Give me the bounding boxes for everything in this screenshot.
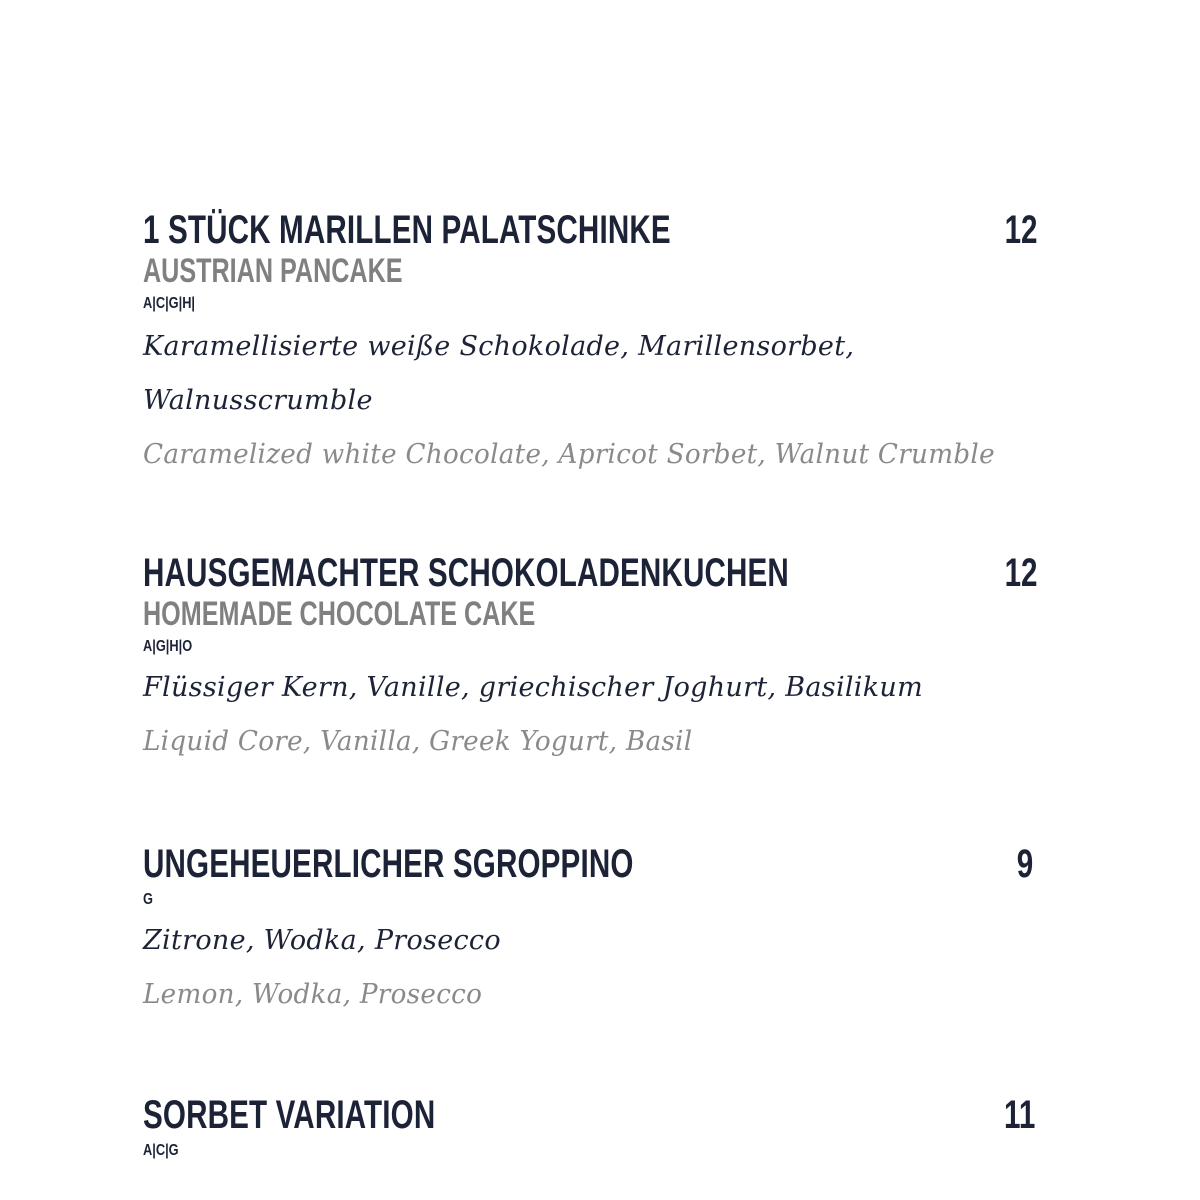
menu-item-subtitle-row [143,595,1043,633]
menu-item-header [143,551,1043,595]
menu-item-header [143,208,1043,252]
menu-item-description-en: Liquid Core, Vanilla, Greek Yogurt, Basil [143,726,693,757]
menu-item-price: 11 [1003,1093,1035,1137]
menu-item-allergens-row [143,290,1043,318]
menu-item-description-en-row [143,715,1043,769]
menu-item-subtitle: HOMEMADE CHOCOLATE CAKE [143,595,536,633]
menu-item-allergens: A|G|H|O [143,638,193,655]
menu-item-subtitle: AUSTRIAN PANCAKE [143,252,403,290]
menu-item-description-en: Caramelized white Chocolate, Apricot Sorbet, Walnut Crumble [143,439,995,470]
menu-item-sgroppino [143,842,1043,1022]
menu-item-allergens-row [143,633,1043,661]
menu-item-title: SORBET VARIATION [143,1093,436,1137]
menu-item-description-de: Zitrone, Wodka, Prosecco [143,925,501,956]
menu-item-sorbet-variation [143,1093,1043,1165]
menu-item-allergens: G [143,891,153,908]
menu-item-subtitle-row [143,252,1043,290]
menu-item-header [143,842,1043,886]
menu-item-title: UNGEHEUERLICHER SGROPPINO [143,842,634,886]
menu-item-price: 9 [1016,842,1033,886]
menu-item-price: 12 [1004,208,1037,252]
menu-item-price: 12 [1004,551,1037,595]
menu-item-allergens-row [143,886,1043,914]
menu-item-description-en: Lemon, Wodka, Prosecco [143,979,483,1010]
menu-item-description-de: Karamellisierte weiße Schokolade, Marillensorbet, Walnusscrumble [143,331,855,416]
menu-item-title: 1 STÜCK MARILLEN PALATSCHINKE [143,208,671,252]
menu-item-allergens: A|C|G|H| [143,295,196,312]
menu-item-description-de: Flüssiger Kern, Vanille, griechischer Joghurt, Basilikum [143,672,923,703]
menu-item-description-en-row [143,428,1043,482]
menu-item-palatschinke [143,208,1043,482]
menu-item-allergens-row [143,1137,1043,1165]
menu-item-title: HAUSGEMACHTER SCHOKOLADENKUCHEN [143,551,789,595]
menu-item-header [143,1093,1043,1137]
menu-item-allergens: A|C|G [143,1142,179,1159]
menu-item-schokoladenkuchen [143,551,1043,769]
menu-item-description-en-row [143,968,1043,1022]
